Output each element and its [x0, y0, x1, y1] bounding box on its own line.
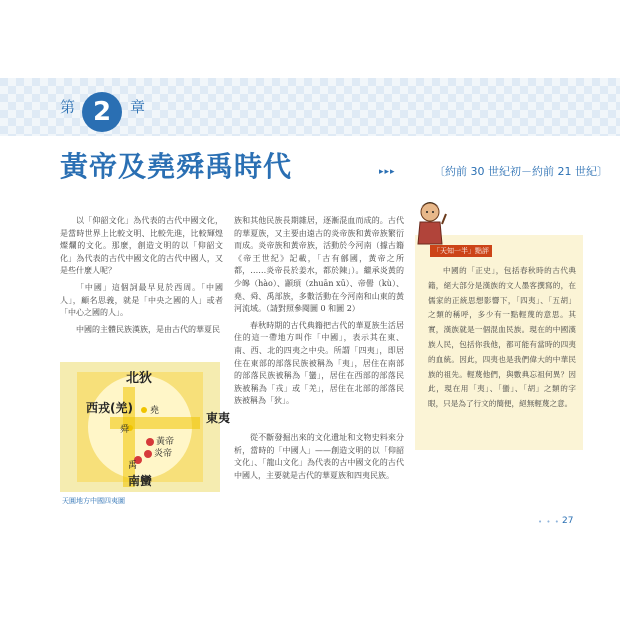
chapter-prefix: 第 — [60, 98, 76, 116]
text-column-middle — [234, 215, 404, 412]
cartoon-figure-icon — [412, 198, 448, 248]
map-dot-yao — [141, 407, 147, 413]
map-label-yu: 禹 — [128, 461, 138, 471]
text-column-middle-bottom — [234, 432, 404, 486]
paragraph: 「中國」這個詞最早見於西周。「中國人」，顧名思義，就是「中央之國的人」或者「中心之國的人」。 — [60, 282, 223, 318]
commentary-tag: 「天知一半」點評 — [430, 245, 492, 257]
map-label-huangdi: 黃帝 — [156, 437, 175, 447]
map-label-north: 北狄 — [126, 371, 153, 386]
paragraph: 族和其他民族長期雜居，逐漸混血而成的。古代的華夏族，又主要由遠古的炎帝族和黃帝族繁衍而成。炎帝族和黃帝族，活動於今河南（據古籍《帝王世紀》記載，「古有鄶國，黃帝之所都，……炎帝長於姜水，都於陳」）。繼承炎黃的少皞（hào）、顓頊（zhuān xū）、帝嚳（kù）、堯、舜、禹部族，多數活動在今河南和山東的黃河流域。（請對照參閱圖 0 和圖 2） — [234, 216, 404, 314]
map-dot-yandi — [144, 450, 152, 458]
paragraph: 以「仰韶文化」為代表的古代中國文化，是當時世界上比較文明、比較先進，比較輝煌燦爛的文化。那麼，創造文明的以「仰韶文化」為代表的古代中國文化的古代中國人，又是些什麼人呢？ — [60, 216, 223, 276]
page-number: 27 — [562, 516, 574, 526]
chapter-suffix: 章 — [130, 98, 146, 116]
commentary-paragraph: 中國的「正史」，包括春秋時的古代典籍，絕大部分是漢族的文人墨客撰寫的，在儒家的正統思想影響下，「四夷」、「五胡」之類的稱呼，多少有一點輕蔑的意思。其實，漢族就是一個混血民族。現在的中國漢族人民，包括你我他，都可能有當時的四夷的血統。因此，四夷也是我們偉大的中華民族的祖先。輕蔑他們，與數典忘祖何異？因此，現在用「夷」、「蠻」、「胡」之類的字眼，只是為了行文的簡便，絕無輕蔑之意。 — [428, 266, 576, 409]
map-label-west: 西戎(羌) — [86, 401, 133, 415]
map-dot-huangdi — [146, 438, 154, 446]
map-label-east: 東夷 — [206, 411, 231, 425]
map-label-yao: 堯 — [150, 406, 160, 416]
paragraph: 從不斷發掘出來的文化遺址和文物史料來分析，當時的「中國人」——創造文明的以「仰韶文化」、「龍山文化」為代表的古中國文化的古代中國人，主要就是古代的華夏族和四夷民族。 — [234, 433, 404, 480]
map-label-south: 南蠻 — [128, 474, 153, 488]
footer-dots: • • • — [538, 518, 560, 526]
text-column-left — [60, 215, 223, 340]
map-caption: 天圓地方中國四夷圖 — [62, 497, 125, 505]
map-label-shun: 舜 — [120, 425, 130, 435]
chapter-title: 黃帝及堯舜禹時代 — [60, 150, 293, 183]
paragraph: 中國的主體民族漢族，是由古代的華夏民 — [76, 324, 220, 334]
four-barbarians-map — [60, 362, 231, 492]
paragraph: 春秋時期的古代典籍把古代的華夏族生活居住的這一帶地方叫作「中國」，表示其在東、南、西、北的四夷之中央。所謂「四夷」，即居住在東部的部落民族被稱為「夷」，居住在南部的部落民族被稱為「蠻」，居住在西部的部落民族被稱為「戎」或「羌」，居住在北部的部落民族被稱為「狄」。 — [234, 320, 404, 406]
arrow-marker-icon: ▸▸▸ — [379, 167, 396, 177]
time-period: 〔約前 30 世紀初－約前 21 世紀〕 — [434, 165, 608, 178]
commentary-text — [428, 264, 576, 412]
map-label-yandi: 炎帝 — [154, 449, 173, 459]
chapter-number-badge: 2 — [82, 92, 122, 132]
